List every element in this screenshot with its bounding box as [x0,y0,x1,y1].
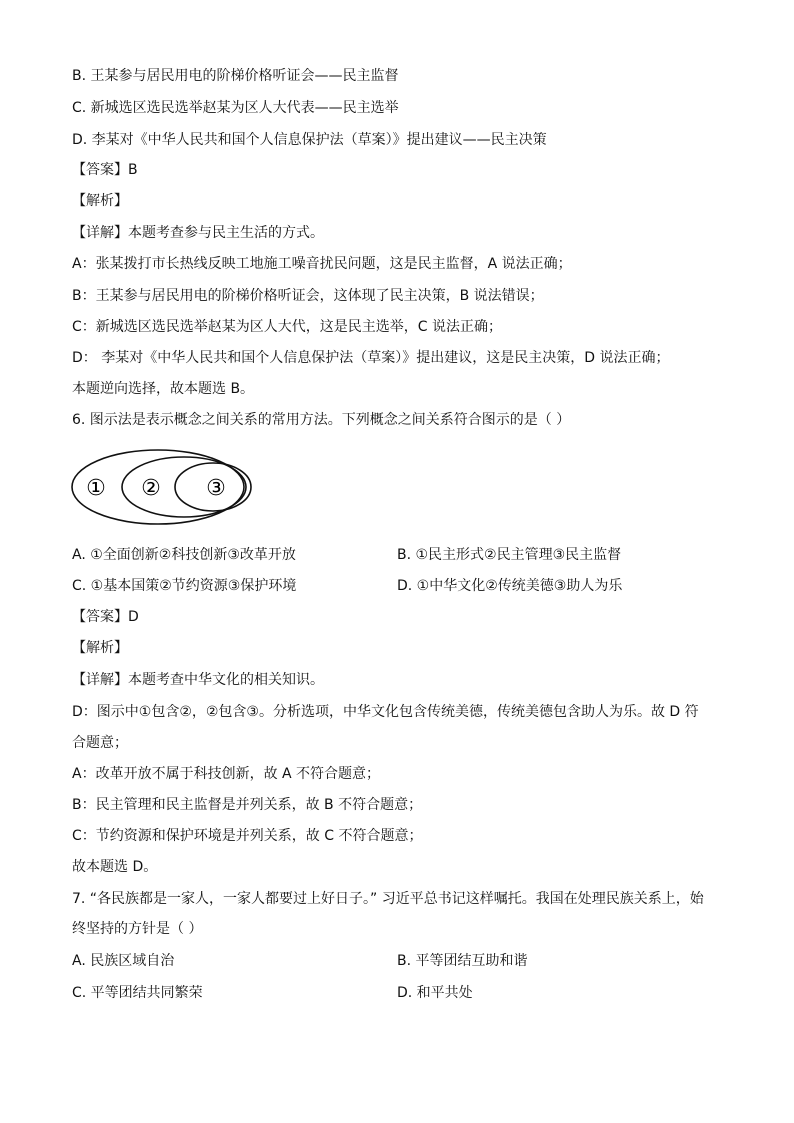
q5-option-d: D. 李某对《中华人民共和国个人信息保护法（草案）》提出建议——民主决策 [72,132,547,148]
diagram-label-3: ③ [206,476,226,501]
q6-answer: 【答案】D [72,609,139,625]
q7-option-d: D. 和平共处 [397,985,473,1001]
q7-option-c: C. 平等团结共同繁荣 [72,985,203,1001]
q6-detail: 【详解】本题考查中华文化的相关知识。 [72,672,324,688]
q5-explanation-b: B：王某参与居民用电的阶梯价格听证会，这体现了民主决策，B 说法错误； [72,288,544,304]
q7-stem: 7. “各民族都是一家人，一家人都要过上好日子。” 习近平总书记这样嘱托。我国在处理民族关系上，始 [72,891,704,907]
q6-explanation-b: B：民主管理和民主监督是并列关系，故 B 不符合题意； [72,797,423,813]
q6-explanation-d-cont: 合题意； [72,735,128,751]
q7-stem-cont: 终坚持的方针是（ ） [72,921,203,937]
q5-conclusion: 本题逆向选择，故本题选 B。 [72,381,255,397]
diagram-label-1: ① [86,476,106,501]
q6-analysis-label: 【解析】 [72,640,128,656]
q6-stem: 6. 图示法是表示概念之间关系的常用方法。下列概念之间关系符合图示的是（ ） [72,412,571,428]
q6-explanation-c: C：节约资源和保护环境是并列关系，故 C 不符合题意； [72,828,423,844]
q5-explanation-a: A：张某拨打市长热线反映工地施工噪音扰民问题，这是民主监督，A 说法正确； [72,256,572,272]
q5-option-c: C. 新城选区选民选举赵某为区人大代表——民主选举 [72,100,399,116]
q6-explanation-a: A：改革开放不属于科技创新，故 A 不符合题意； [72,766,381,782]
q5-analysis-label: 【解析】 [72,193,128,209]
q5-detail: 【详解】本题考查参与民主生活的方式。 [72,225,324,241]
q5-answer: 【答案】B [72,162,138,178]
q6-option-b: B. ①民主形式②民主管理③民主监督 [397,547,622,563]
q5-option-b: B. 王某参与居民用电的阶梯价格听证会——民主监督 [72,68,399,84]
diagram-label-2: ② [141,476,161,501]
q6-explanation-d: D：图示中①包含②，②包含③。分析选项，中华文化包含传统美德，传统美德包含助人为乐。故 D 符 [72,704,699,720]
q7-option-a: A. 民族区域自治 [72,953,175,969]
q6-option-d: D. ①中华文化②传统美德③助人为乐 [397,578,623,594]
q5-explanation-c: C：新城选区选民选举赵某为区人大代，这是民主选举，C 说法正确； [72,319,502,335]
q6-option-a: A. ①全面创新②科技创新③改革开放 [72,547,296,563]
q6-conclusion: 故本题选 D。 [72,859,158,875]
q5-explanation-d: D： 李某对《中华人民共和国个人信息保护法（草案）》提出建议，这是民主决策，D 说法正确； [72,350,670,366]
nested-ellipse-diagram [70,448,260,528]
q6-option-c: C. ①基本国策②节约资源③保护环境 [72,578,297,594]
q7-option-b: B. 平等团结互助和谐 [397,953,528,969]
